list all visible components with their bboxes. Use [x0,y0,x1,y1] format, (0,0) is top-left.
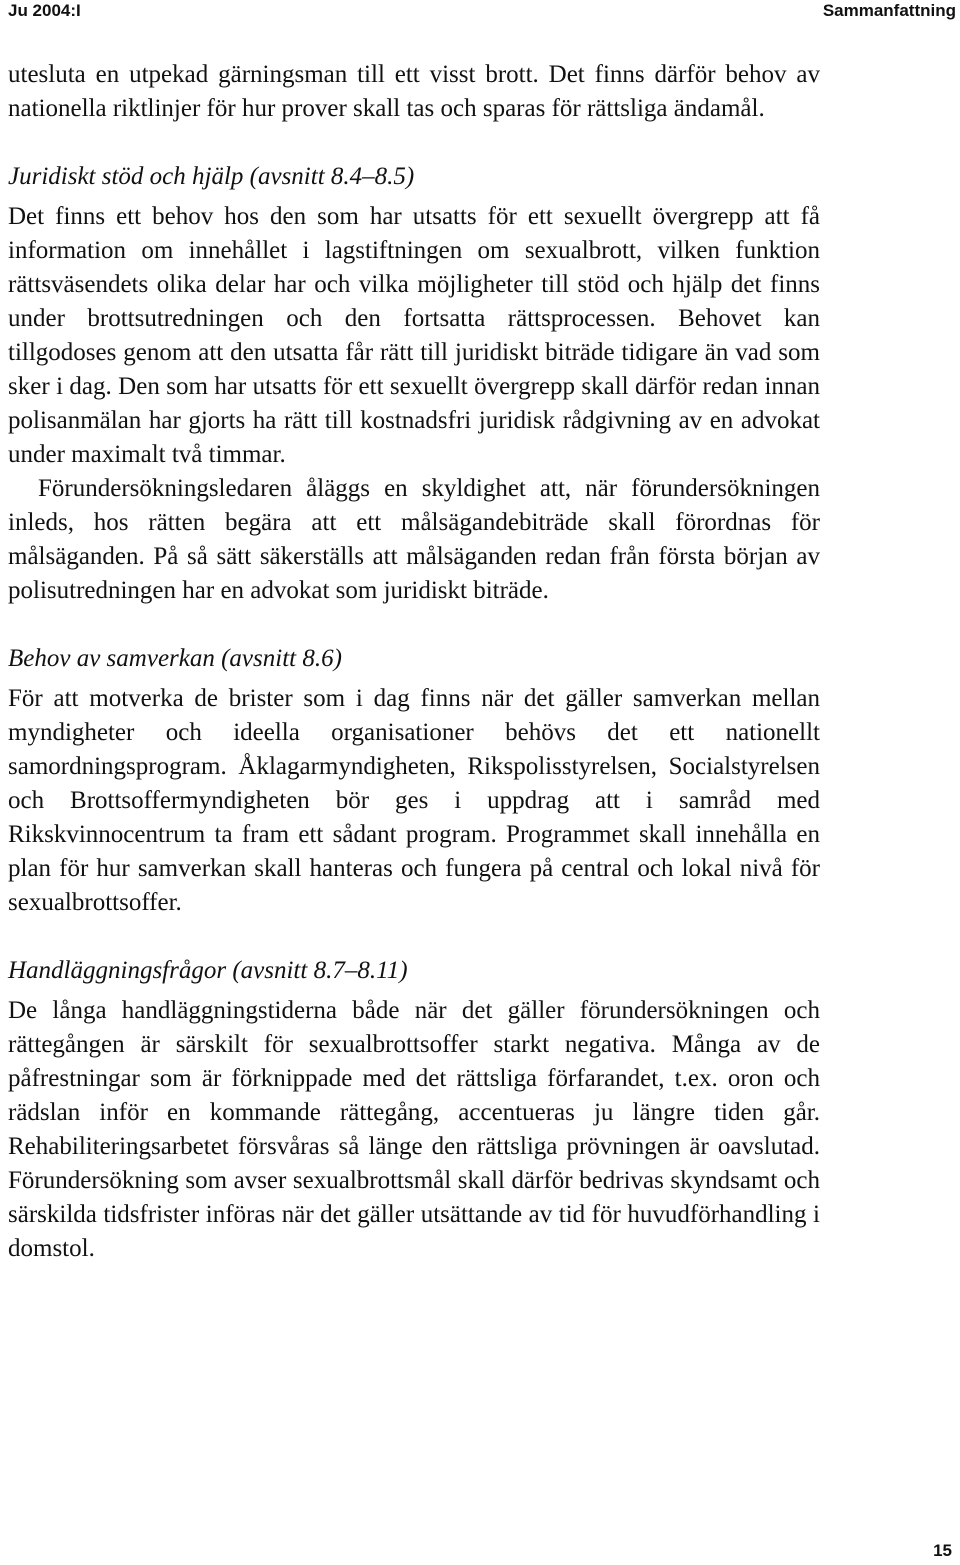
running-header [8,0,956,30]
section-heading: Juridiskt stöd och hjälp (avsnitt 8.4–8.5) [8,163,415,190]
paragraph: Förundersökningsledaren åläggs en skyldighet att, när förundersökningen inleds, hos rätten begära att ett målsägandebiträde skall förordnas för målsäganden. På så sätt säkerställs att målsäganden redan från första början av polisutredningen har en advokat som juridiskt biträde. [8,475,820,604]
paragraph: De långa handläggningstiderna både när det gäller förundersökningen och rättegången är särskilt för sexualbrottsoffer starkt negativa. Många av de påfrestningar som är förknippade med det rättsliga förfarandet, t.ex. oron och rädslan inför en kommande rättegång, accentueras ju längre tiden går. Rehabiliteringsarbetet försvåras så länge den rättsliga prövningen är oavslutad. Förundersökning som avser sexualbrottsmål skall därför bedrivas skyndsamt och särskilda tidsfrister införas när det gäller utsättande av tid för huvudförhandling i domstol. [8,997,820,1262]
paragraph: För att motverka de brister som i dag finns när det gäller samverkan mellan myndigheter och ideella organisationer behövs det ett nationellt samordningsprogram. Åklagarmyndigheten, Rikspolisstyrelsen, Socialstyrelsen och Brottsoffermyndigheten bör ges i uppdrag att i samråd med Rikskvinnocentrum ta fram ett sådant program. Programmet skall innehålla en plan för hur samverkan skall hanteras och fungera på central och lokal nivå för sexualbrottsoffer. [8,685,820,916]
paragraph: Det finns ett behov hos den som har utsatts för ett sexuellt övergrepp att få information om innehållet i lagstiftningen om sexualbrott, vilken funktion rättsväsendets olika delar har och vilka möjligheter till stöd och hjälp det finns under brottsutredningen och den fortsatta rättsprocessen. Behovet kan tillgodoses genom att den utsatta får rätt till juridiskt biträde tidigare än vad som sker i dag. Den som har utsatts för ett sexuellt övergrepp skall därför redan innan polisanmälan har gjorts ha rätt till kostnadsfri juridisk rådgivning av en advokat under maximalt två timmar. [8,203,820,468]
paragraph: utesluta en utpekad gärningsman till ett visst brott. Det finns därför behov av nationella riktlinjer för hur prover skall tas och sparas för rättsliga ändamål. [8,61,820,122]
section-title: Sammanfattning [822,1,956,20]
page-body [8,58,820,1266]
page-number: 15 [933,1541,952,1560]
section-heading: Behov av samverkan (avsnitt 8.6) [8,645,342,672]
section-heading: Handläggningsfrågor (avsnitt 8.7–8.11) [8,957,408,984]
report-id: Ju 2004:I [8,1,81,20]
